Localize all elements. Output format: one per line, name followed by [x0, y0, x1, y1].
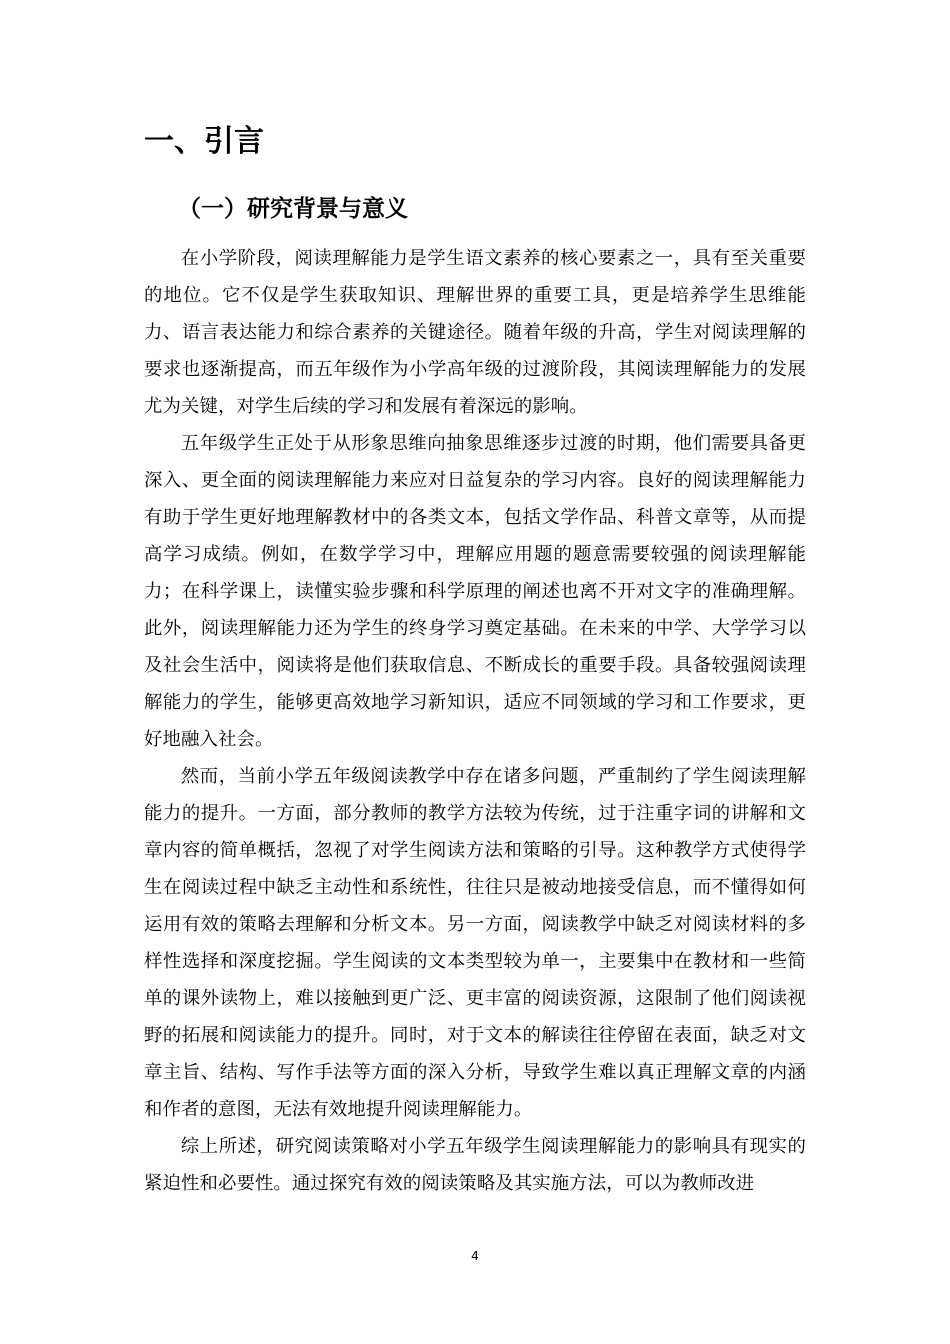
paragraph-1: 在小学阶段，阅读理解能力是学生语文素养的核心要素之一，具有至关重要的地位。它不仅是学生获取知识、理解世界的重要工具，更是培养学生思维能力、语言表达能力和综合素养的关键途径。随着年级的升高，学生对阅读理解的要求也逐渐提高，而五年级作为小学高年级的过渡阶段，其阅读理解能力的发展尤为关键，对学生后续的学习和发展有着深远的影响。 [144, 248, 806, 417]
paragraph-3: 然而，当前小学五年级阅读教学中存在诸多问题，严重制约了学生阅读理解能力的提升。一方面，部分教师的教学方法较为传统，过于注重字词的讲解和文章内容的简单概括，忽视了对学生阅读方法和策略的引导。这种教学方式使得学生在阅读过程中缺乏主动性和系统性，往往只是被动地接受信息，而不懂得如何运用有效的策略去理解和分析文本。另一方面，阅读教学中缺乏对阅读材料的多样性选择和深度挖掘。学生阅读的文本类型较为单一，主要集中在教材和一些简单的课外读物上，难以接触到更广泛、更丰富的阅读资源，这限制了他们阅读视野的拓展和阅读能力的提升。同时，对于文本的解读往往停留在表面，缺乏对文章主旨、结构、写作手法等方面的深入分析，导致学生难以真正理解文章的内涵和作者的意图，无法有效地提升阅读理解能力。 [144, 766, 806, 1120]
paragraph-2: 五年级学生正处于从形象思维向抽象思维逐步过渡的时期，他们需要具备更深入、更全面的阅读理解能力来应对日益复杂的学习内容。良好的阅读理解能力有助于学生更好地理解教材中的各类文本，包括文学作品、科普文章等，从而提高学习成绩。例如，在数学学习中，理解应用题的题意需要较强的阅读理解能力；在科学课上，读懂实验步骤和科学原理的阐述也离不开对文字的准确理解。此外，阅读理解能力还为学生的终身学习奠定基础。在未来的中学、大学学习以及社会生活中，阅读将是他们获取信息、不断成长的重要手段。具备较强阅读理解能力的学生，能够更高效地学习新知识，适应不同领域的学习和工作要求，更好地融入社会。 [144, 433, 806, 750]
section-heading: 一、引言 [144, 124, 264, 159]
body-text [144, 240, 806, 1202]
page-number: 4 [471, 1249, 479, 1263]
subsection-heading: （一）研究背景与意义 [178, 196, 408, 222]
paragraph-4: 综上所述，研究阅读策略对小学五年级学生阅读理解能力的影响具有现实的紧迫性和必要性。通过探究有效的阅读策略及其实施方法，可以为教师改进 [144, 1136, 806, 1194]
